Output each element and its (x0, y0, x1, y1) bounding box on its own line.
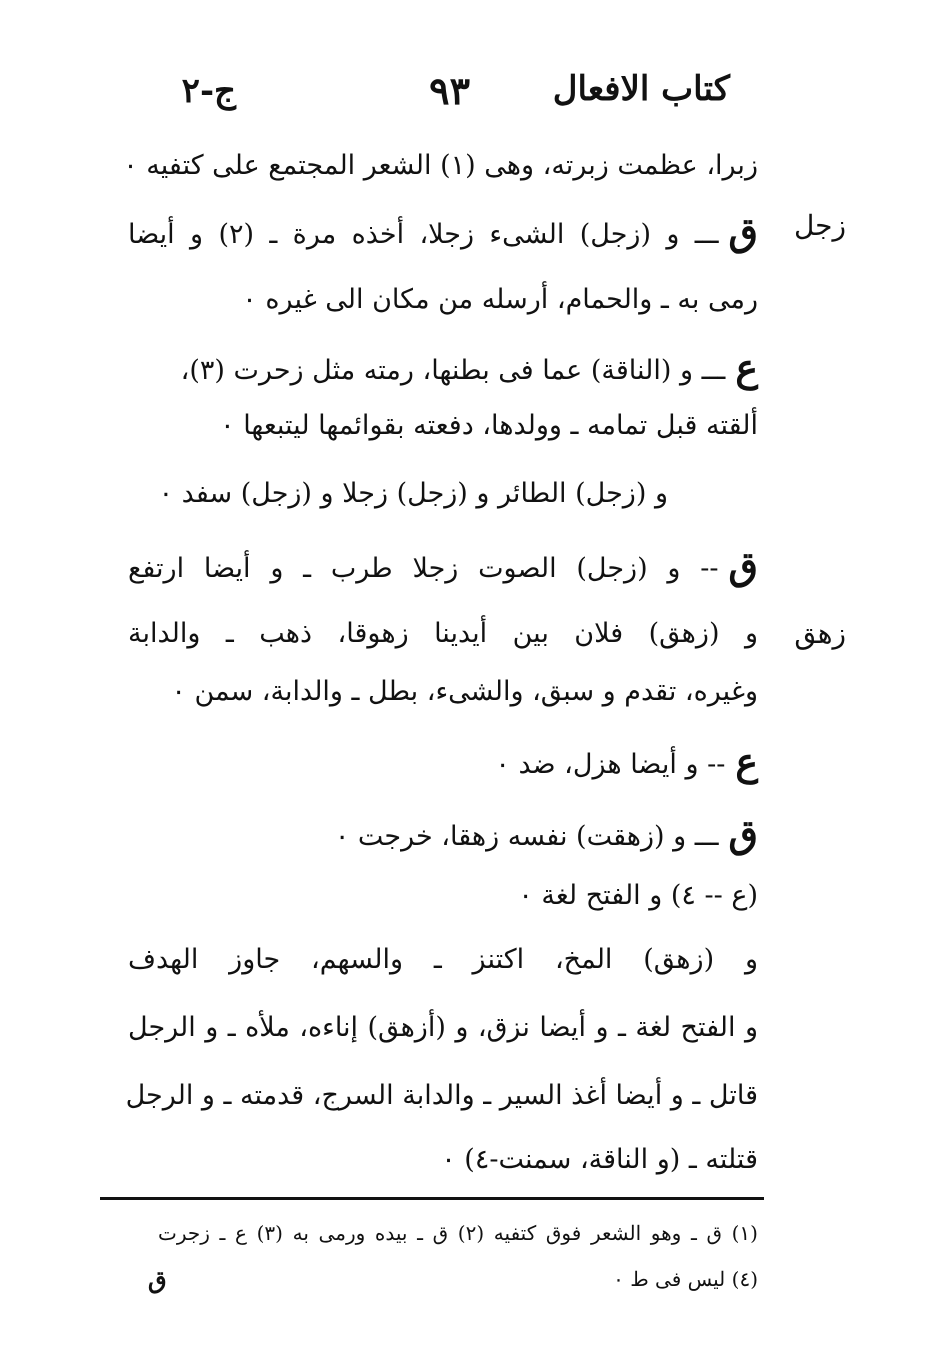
line-text: و الفتح لغة ـ و أيضا نزق، و (أزهق) إناءه، ملأه ـ و الرجل (128, 1012, 758, 1043)
line-text: و (زهق) المخ، اكتنز ـ والسهم، جاوز الهدف (128, 944, 758, 975)
running-title: كتاب الافعال (552, 69, 730, 109)
source-marker: ق (728, 209, 758, 254)
line-text: ـــ و (الناقة) عما فى بطنها، رمته مثل زحرت (٣)، (180, 355, 726, 386)
footnote-line: (٤) ليس فى ط ٠ (613, 1267, 758, 1291)
source-marker: ق (728, 543, 758, 588)
line-text: وغيره، تقدم و سبق، والشىء، بطل ـ والدابة، سمن ٠ (171, 676, 758, 707)
line-text: زبرا، عظمت زبرته، وهى (١) الشعر المجتمع على كتفيه ٠ (123, 150, 758, 181)
signature-mark: ق (148, 1265, 167, 1294)
text-line (128, 812, 758, 856)
line-text: و (زجل) الطائر و (زجل) زجلا و (زجل) سفد ٠ (158, 478, 668, 509)
line-text: -- و (زجل) الصوت زجلا طرب ـ و أيضا ارتفع (128, 553, 719, 584)
text-line (128, 1138, 758, 1182)
line-text: (ع -- ٤) و الفتح لغة ٠ (518, 880, 758, 911)
line-text: -- و أيضا هزل، ضد ٠ (495, 749, 726, 780)
text-line (159, 472, 668, 516)
text-line (125, 1074, 758, 1118)
root-word-zahaq: زهق (794, 617, 846, 650)
text-line (128, 670, 758, 714)
text-line (128, 1006, 758, 1050)
text-line (128, 404, 758, 448)
source-marker: ع (735, 739, 758, 784)
text-line (128, 210, 758, 254)
line-text: و (زهق) فلان بين أيدينا زهوقا، ذهب ـ والدابة (128, 618, 758, 649)
volume-label: ج-٢ (181, 71, 236, 111)
text-line (128, 938, 758, 982)
line-text: ـــ و (زجل) الشىء زجلا، أخذه مرة ـ (٢) و أيضا (128, 219, 719, 250)
text-line (128, 346, 758, 390)
line-text: قتلته ـ (و الناقة، سمنت-٤) ٠ (441, 1144, 758, 1175)
footnote-divider (100, 1197, 764, 1200)
source-marker: ع (735, 345, 758, 390)
source-marker: ق (728, 811, 758, 856)
footnote-line: (١) ق ـ وهو الشعر فوق كتفيه (٢) ق ـ بيده ورمى به (٣) ع ـ زجرت (158, 1221, 758, 1245)
line-text: ـــ و (زهقت) نفسه زهقا، خرجت ٠ (334, 821, 719, 852)
text-line (123, 144, 758, 188)
page-number: ٩٣ (429, 68, 470, 113)
text-line (128, 544, 758, 588)
text-line (128, 740, 758, 784)
text-line (128, 278, 758, 322)
text-line (128, 874, 758, 918)
line-text: قاتل ـ و أيضا أغذ السير ـ والدابة السرج، قدمته ـ و الرجل (125, 1080, 758, 1111)
line-text: ألقته قبل تمامه ـ وولدها، دفعته بقوائمها ليتبعها ٠ (220, 410, 758, 441)
line-text: رمى به ـ والحمام، أرسله من مكان الى غيره ٠ (242, 284, 758, 315)
text-line (128, 612, 758, 656)
root-word-zajal: زجل (793, 209, 846, 242)
